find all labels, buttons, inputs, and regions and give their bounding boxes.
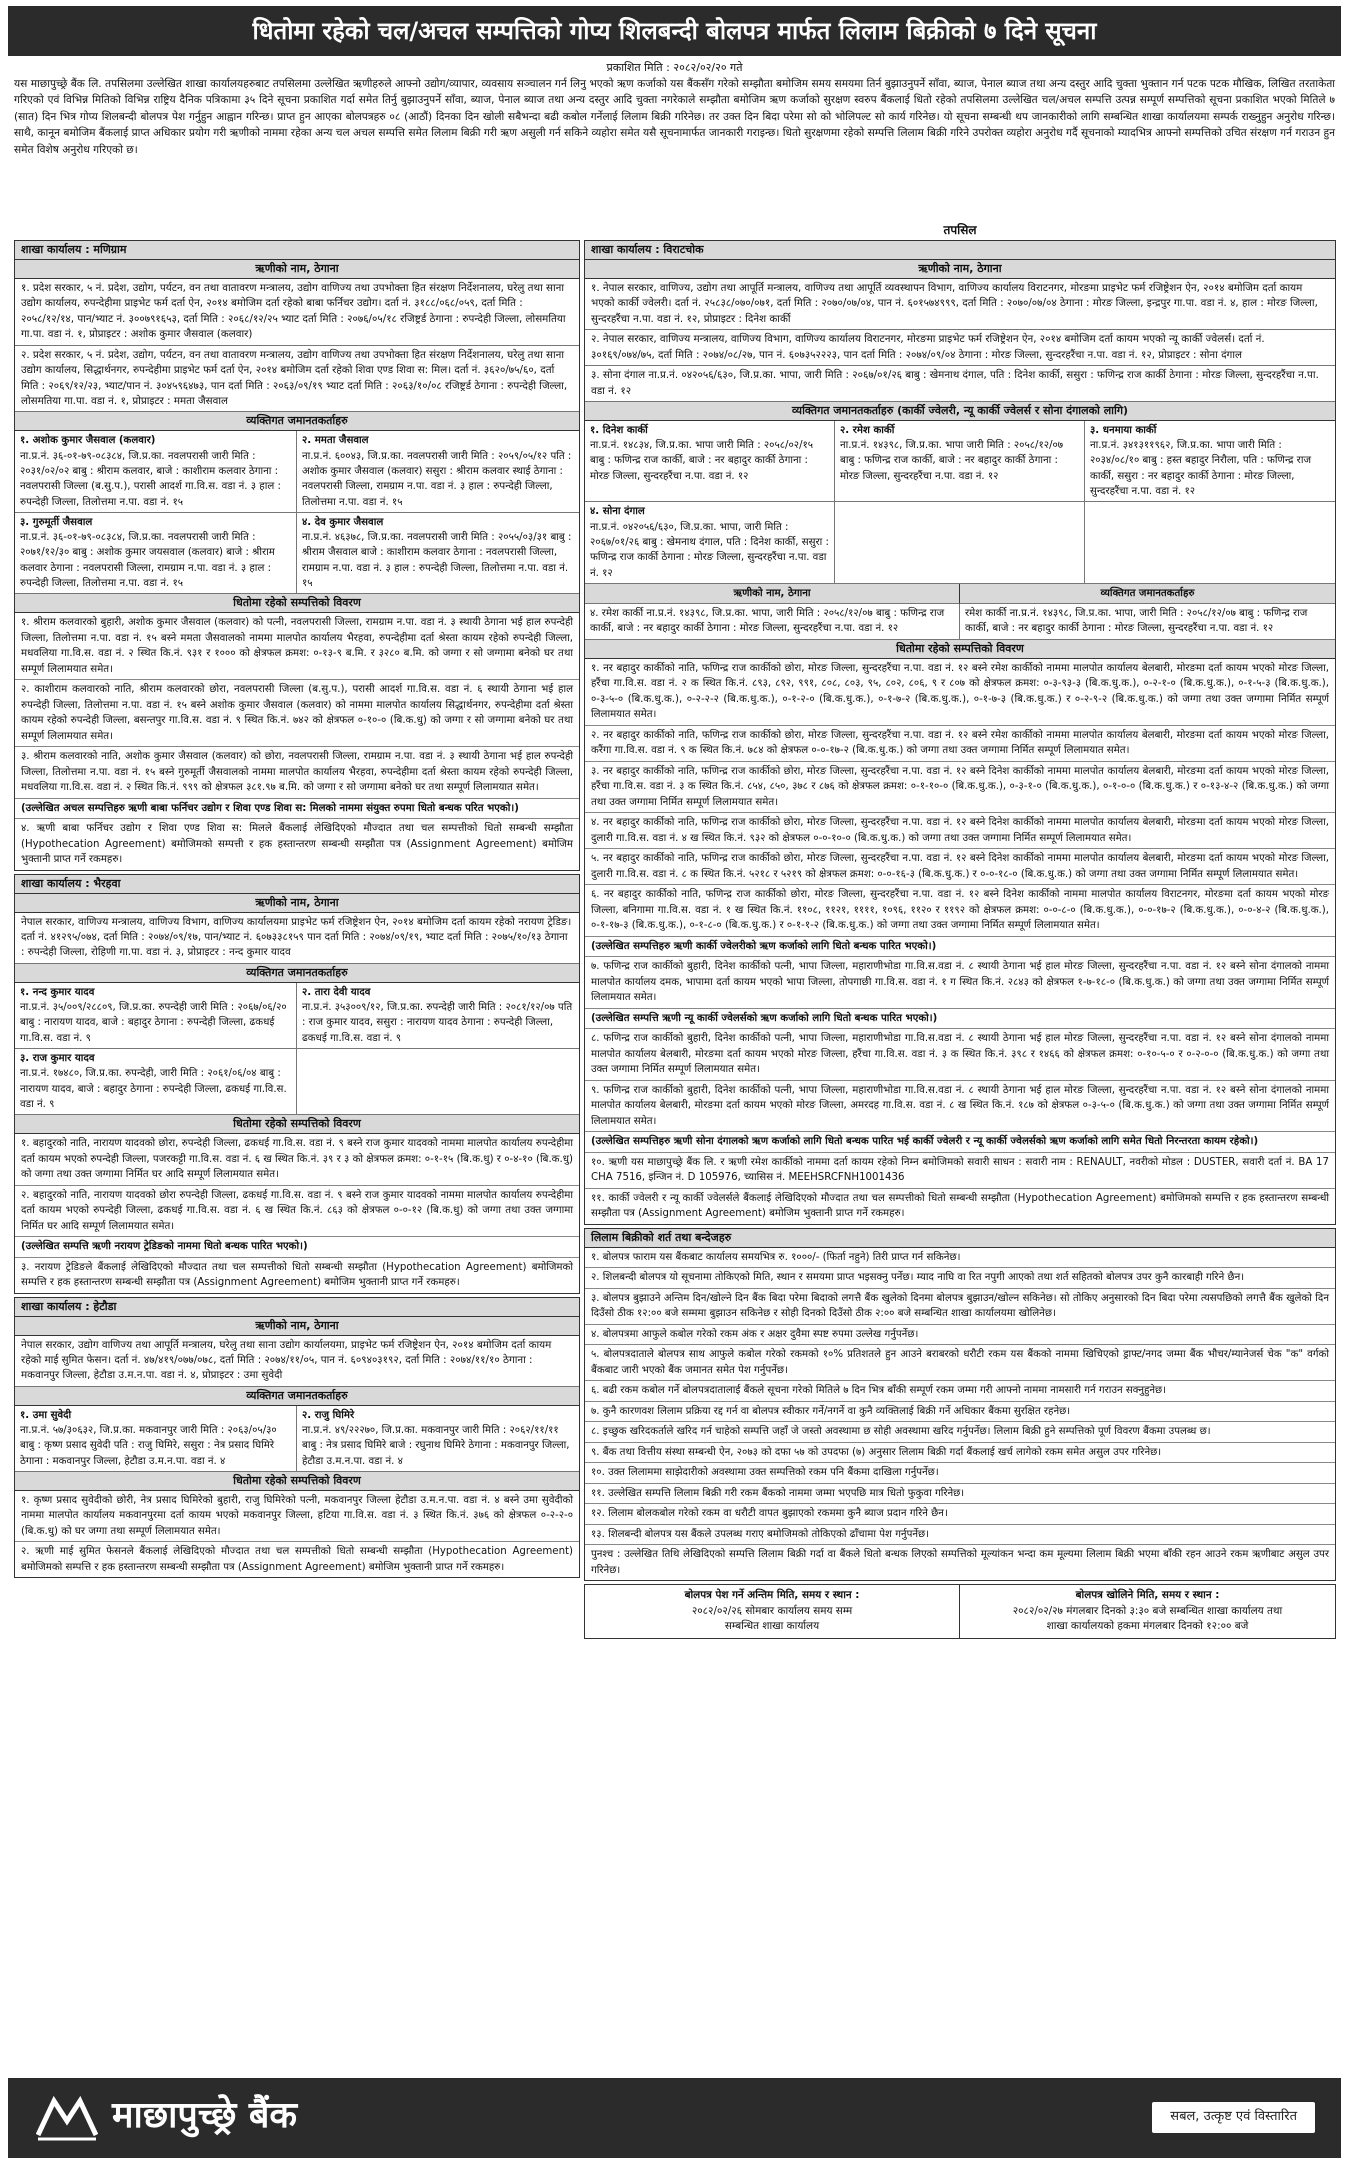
guarantor-card bbox=[297, 1406, 579, 1472]
property-item: २. काशीराम कलवारको नाति, श्रीराम कलवारको छोरा, नवलपरासी जिल्ला (ब.सु.प.), परासी आदर्श गा.वि.स. वडा नं. ६ स्थायी ठेगाना भई हाल रुपन्देही जिल्ला, तिलोत्तमा न.पा. वडा नं. १५ बस्ने अशोक कुमार जैसवाल (कलवार) को नाममा मालपोत कार्यालय सिद्धार्थनगर, रुपन्देहीमा दर्ता श्रेस्ता कायम रहेको रुपन्देही जिल्ला, बसन्तपुर गा.वि.स. वडा नं. ९ स्थित कि.नं. ७४२ को क्षेत्रफल ०-१०-० (बि.क.धु) को जग्गा र सो जग्गामा बनेको घर तथा सम्पूर्ण लिलामयात समेत। bbox=[15, 680, 579, 747]
property-item: २. ऋणी माई सुमित फेसनले बैंकलाई लेखिदिएको मौज्दात तथा चल सम्पत्तीको धितो सम्बन्धी सम्झौता (Hypothecation Agreement) बमोजिमको सम्पत्ति र हक हस्तान्तरण सम्बन्धी सम्झौता पत्र (Assignment Agreement) बमोजिम भुक्तानी प्राप्त गर्ने रकमहरु। bbox=[21, 1546, 573, 1573]
property-item: ६. नर बहादुर कार्कीको नाति, फणिन्द्र राज कार्कीको छोरा, मोरङ जिल्ला, सुन्दरहरैंचा न.पा. वडा नं. १२ बस्ने दिनेश कार्कीको नाममा मालपोत कार्यालय विराटनगर, मोरङमा दर्ता कायम भएको मोरङ जिल्ला, बनिगामा गा.वि.स. वडा नं. १ ख स्थित कि.नं. ११०८, ११२१, ११११, १०९६, ११२० र ११९२ को क्षेत्रफल क्रमश: ०-०-८-० (बि.क.धु.क.), ०-०-१७-२ (बि.क.धु.क.), ०-०-४-२ (बि.क.धु.क.), ०-१-१७-३ (बि.क.धु.क.), ०-१-८-० (बि.क.धु.क.) र ०-१-१-२ (बि.क.धु.क.) को जग्गा तथा उक्त जग्गामा निर्मित सम्पूर्ण लिलामयात समेत। bbox=[585, 885, 1335, 937]
guarantor-heading: व्यक्तिगत जमानतकर्ताहरु bbox=[960, 584, 1335, 604]
borrower4-grid bbox=[585, 584, 1335, 640]
guarantor-detail: ना.प्र.नं. ३६-०१-७९-०८३८४, जि.प्र.का. नवलपरासी जारी मिति : २०७१/१२/३० बाबु : अशोक कुमार जयसवाल (कलवार) बाजे : श्रीराम कलवार ठेगाना : नवलपरासी जिल्ला, रामग्राम न.पा. वडा नं. ३ हाल : रुपन्देही जिल्ला, तिलोत्तमा न.पा. वडा नं. १५ bbox=[20, 532, 275, 589]
guarantor-detail: ना.प्र.नं. ५७/३०६३२, जि.प्र.का. मकवानपुर जारी मिति : २०६३/०५/३० बाबु : कृष्ण प्रसाद सुवेदी पति : राजु घिमिरे, ससुरा : नेत्र प्रसाद घिमिरे ठेगाना : मकवानपुर जिल्ला, हेटौडा उ.म.न.पा. वडा नं. ४ bbox=[20, 1425, 277, 1467]
property-item: ३. नरायण ट्रेडिङले बैंकलाई लेखिदिएको मौज्दात तथा चल सम्पत्तीको धितो सम्बन्धी सम्झौता (Hypothecation Agreement) बमोजिमको सम्पत्ति र हक हस्तान्तरण सम्बन्धी सम्झौता पत्र (Assignment Agreement) बमोजिम भुक्तानी प्राप्त गर्ने रकमहरु। bbox=[21, 1261, 573, 1289]
branch-biratchowk bbox=[584, 240, 1336, 1225]
guarantor-grid bbox=[15, 1406, 579, 1472]
intro-paragraph: यस माछापुच्छ्रे बैंक लि. तपसिलमा उल्लेखित शाखा कार्यालयहरुबाट तपसिलमा उल्लेखित ऋणीहरुले आफ्नो उद्योग/व्यापार, व्यवसाय सञ्चालन गर्न लिनु भएको ऋण कर्जाको यस बैंकसँग गरेको सम्झौता बमोजिम समय समयमा तिर्न बुझाउनुपर्ने साँवा, ब्याज, पेनाल ब्याज तथा अन्य दस्तुर आदि चुक्ता भुक्तान गर्न पटक पटक मौखिक, लिखित तरताकेता गरिएको एवं विभिन्न मितिको विभिन्न राष्ट्रिय दैनिक पत्रिकामा ३५ दिने सूचना प्रकाशित गर्दा समेत तिर्नु बुझाउनुपर्ने साँवा, ब्याज, पेनाल ब्याज तथा अन्य दस्तुर आदि चुक्ता नगरेकाले सम्झौता बमोजिम ऋण कर्जाको सुरक्षण स्वरुप बैंकलाई धितो रहेको तपसिलमा उल्लेखित चल/अचल सम्पत्ति उत्पन्न सम्पूर्ण सम्पत्तिको सूचना प्रकाशित भएको मितिले ७ (सात) दिन भित्र गोप्य शिलबन्दी बोलपत्र पेश गर्नुहुन आह्वान गरिन्छ। प्राप्त हुन आएका बोलपत्रहरु ०८ (आठौं) दिनका दिन खोली सबैभन्दा बढी कबोल गर्नेलाई लिलाम बिक्री गरिनेछ। तर उक्त दिन बिदा परेमा सो को भोलिपल्ट सो कार्य गरिनेछ। यो सूचना सम्बन्धी थप जानकारीको लागि सम्बन्धित शाखा कार्यालयमा सम्पर्क राख्नुहुन अनुरोध गरिन्छ। साथै, कानून बमोजिम बैंकलाई प्राप्त अधिकार प्रयोग गरी ऋणीको नाममा रहेका अन्य चल अचल सम्पत्ति समेत लिलाम बिक्री गरी ऋण असुली गर्न सकिने व्यहोरा समेत यसै सूचनामार्फत जानकारी गराइन्छ। धितो सुरक्षणमा रहेको सम्पत्ति लिलाम बिक्री गरिने उपरोक्त व्यहोरा अनुरोध गर्दै सूचनाको म्यादभित्र आफ्नो सम्पत्तिको उचित संरक्षण गर्न गराउन हुन समेत विशेष अनुरोध गरिएको छ। bbox=[14, 78, 1336, 156]
submission-place: सम्बन्धित शाखा कार्यालय bbox=[724, 1620, 820, 1633]
condition-item: ११. उल्लेखित सम्पत्ति लिलाम बिक्री गरी रकम बैंकको नाममा जम्मा भएपछि मात्र धितो फुकुवा गरिनेछ। bbox=[585, 1484, 1335, 1505]
borrower-entry: नेपाल सरकार, उद्योग वाणिज्य तथा आपूर्ति मन्त्रालय, घरेलु तथा साना उद्योग कार्यालयमा, प्राइभेट फर्म रजिष्ट्रेशन ऐन, २०१४ बमोजिम दर्ता कायम रहेको माई सुमित फेसन। दर्ता नं. ४७/४१९/०७७/०७८, दर्ता मिति : २०७४/११/०५, पान नं. ६०९४०३१९२, दर्ता मिति : २०७४/११/१० ठेगाना : मकवानपुर जिल्ला, हेटौडा उ.म.न.पा. वडा नं. ४, प्रोप्राइटर : उमा सुवेदी bbox=[15, 1336, 579, 1387]
bank-logo bbox=[36, 2090, 297, 2142]
property-heading: धितोमा रहेको सम्पत्तिको विवरण bbox=[585, 640, 1335, 659]
condition-item: १. बोलपत्र फाराम यस बैंकबाट कार्यालय समयभित्र रु. १०००/- (फिर्ता नहुने) तिरी प्राप्त गर्न सकिनेछ। bbox=[585, 1248, 1335, 1269]
property-item: ४. ऋणी बाबा फर्निचर उद्योग र शिवा एण्ड शिवा स: मिलले बैंकलाई लेखिदिएको मौज्दात तथा चल सम्पत्तीको धितो सम्बन्धी सम्झौता (Hypothecation Agreement) बमोजिमको सम्पत्ती र हक हस्तान्तरण सम्बन्धी सम्झौता पत्र (Assignment Agreement) बमोजिम भुक्तानी प्राप्त गर्ने रकमहरु। bbox=[21, 823, 573, 866]
branch-hetauda bbox=[14, 1297, 580, 1579]
opening-date bbox=[960, 1585, 1335, 1638]
property-item: १. कृष्ण प्रसाद सुवेदीको छोरी, नेत्र प्रसाद घिमिरेको बुहारी, राजु घिमिरेको पत्नी, मकवानपुर जिल्ला हेटौडा उ.म.न.पा. वडा नं. ४ बस्ने उमा सुवेदीको नाममा मालपोत कार्यालय मकवानपुरमा दर्ता कायम भएको मकवानपुर जिल्ला, हटिया गा.वि.स. वडा नं. ३ स्थित कि.नं. ३७६ को क्षेत्रफल ०-२-२-० (बि.क.धु) को घर जग्गा तथा सम्पूर्ण लिलामयात समेत। bbox=[15, 1491, 579, 1543]
guarantor-detail: ना.प्र.नं. ६००४३, जि.प्र.का. नवलपरासी जारी मिति : २०५९/०५/१२ पति : अशोक कुमार जैसवाल (कलवार) ससुरा : श्रीराम कलवार स्थाई ठेगाना : नवलपरासी जिल्ला, रामग्राम न.पा. वडा नं. ३ हाल : रुपन्देही जिल्ला, तिलोत्तमा न.पा. वडा नं. १५ bbox=[302, 450, 572, 508]
borrower-entry: नेपाल सरकार, वाणिज्य मन्त्रालय, वाणिज्य विभाग, वाणिज्य कार्यालयमा प्राइभेट फर्म रजिष्ट्रेशन ऐन, २०१४ बमोजिम दर्ता कायम रहेको नरायण ट्रेडिङ। दर्ता नं. ४१२९५/०७४, दर्ता मिति : २०७४/०९/१७, पान/भ्याट नं. ६०७३३८१५९ पान दर्ता मिति : २०७४/०९/१९, भ्याट दर्ता मिति : २०७५/१०/१३ ठेगाना : रुपन्देही जिल्ला, रोहिणी गा.पा. वडा नं. ३, प्रोप्राइटर : नन्द कुमार यादव bbox=[15, 913, 579, 964]
condition-item: ५. बोलपत्रदाताले बोलपत्र साथ आफुले कबोल गरेको रकमको १०% प्रतिशतले हुन आउने बराबरको धरौटी रकम यस बैंकको नाममा खिचिएको ड्राफ्ट/नगद जम्मा बैंक भौचर/म्यानेजर्स चेक "क" वर्गको बैंकबाट जारी भएको बैंक जमानत समेत पेश गर्नुपर्नेछ। bbox=[585, 1345, 1335, 1381]
guarantor-heading: व्यक्तिगत जमानतकर्ताहरु (कार्की ज्वेलरी, न्यू कार्की ज्वेलर्स र सोना दंगालको लागि) bbox=[585, 402, 1335, 421]
schedule-label: तपसिल bbox=[943, 223, 977, 237]
borrower-entry: ३. सोना दंगाल ना.प्र.नं. ०४२०५६/६३०, जि.प्र.का. भापा, जारी मिति : २०६७/०१/२६ बाबु : खेमनाथ दंगाल, पति : दिनेश कार्की, ससुरा : फणिन्द्र राज कार्की ठेगाना : मोरङ जिल्ला, सुन्दरहरैंचा न.पा. वडा नं. १२ bbox=[585, 366, 1335, 402]
condition-item: २. शिलबन्दी बोलपत्र यो सूचनामा तोकिएको मिति, स्थान र समयमा प्राप्त भइसक्नु पर्नेछ। म्याद नाघि वा रित नपुगी आएको तथा शर्त सहितको बोलपत्र उपर कुनै कारबाही गरिने छैन। bbox=[585, 1268, 1335, 1289]
guarantor-name: ३. राज कुमार यादव bbox=[20, 1053, 95, 1065]
guarantor-card-empty bbox=[835, 502, 1085, 583]
branch-bhairahawa bbox=[14, 874, 580, 1294]
guarantor-card bbox=[15, 1406, 297, 1472]
opening-place: शाखा कार्यालयको हकमा मंगलबार दिनको १२:०० बजे bbox=[1046, 1620, 1249, 1633]
guarantor-name: १. उमा सुवेदी bbox=[20, 1409, 72, 1421]
guarantor-name: २. रमेश कार्की bbox=[840, 424, 895, 436]
borrower-heading: ऋणीको नाम, ठेगाना bbox=[585, 260, 1335, 279]
branch-manigram bbox=[14, 240, 580, 871]
guarantor-card bbox=[585, 502, 835, 583]
bid-dates bbox=[584, 1584, 1336, 1639]
guarantor-card-empty bbox=[297, 1049, 579, 1115]
condition-item: ३. बोलपत्र बुझाउने अन्तिम दिन/खोल्ने दिन बैंक बिदा परेमा बिदाको लगत्तै बैंक खुलेको दिनमा बोलपत्र बुझाउन/खोल्न सकिनेछ। सो तोकिए अनुसारको दिन बिदा परेमा त्यसपछिको लगत्तै बैंक खुलेको दिन दिउँसो ठीक १२:०० बजे सम्ममा बुझाउन सकिनेछ र सोही दिनको दिउँसो ठीक २:०० बजे सम्बन्धित शाखा कार्यालयमा खोलिनेछ। bbox=[585, 1289, 1335, 1325]
guarantor-detail: ना.प्र.नं. १७४८०, जि.प्र.का. रुपन्देही, जारी मिति : २०६१/०६/०४ बाबु : नारायण यादव, बाजे : बहादुर ठेगाना : रुपन्देही जिल्ला, ढकधई गा.वि.स. वडा नं. ९ bbox=[20, 1068, 287, 1110]
guarantor-detail: ना.प्र.नं. ३४१३११९६२, जि.प्र.का. भापा जारी मिति : २०३४/०८/१० बाबु : हस्त बहादुर निरौला, पति : फणिन्द्र राज कार्की, ससुरा : नर बहादुर कार्की ठेगाना : मोरङ जिल्ला, सुन्दरहरैंचा न.पा. वडा नं. १२ bbox=[1090, 440, 1312, 498]
opening-label: बोलपत्र खोलिने मिति, समय र स्थान : bbox=[1075, 1589, 1220, 1602]
bank-slogan: सबल, उत्कृष्ट एवं विस्तारित bbox=[1152, 2102, 1315, 2133]
guarantor-name: २. ममता जैसवाल bbox=[302, 435, 369, 447]
branch-heading: शाखा कार्यालय : भैरहवा bbox=[15, 875, 579, 894]
auction-conditions bbox=[584, 1228, 1336, 1581]
guarantor-name: २. तारा देवी यादव bbox=[302, 986, 371, 998]
borrower-entry: १. प्रदेश सरकार, ५ नं. प्रदेश, उद्योग, पर्यटन, वन तथा वातावरण मन्त्रालय, उद्योग वाणिज्य तथा उपभोक्ता हित संरक्षण निर्देशनालय, घरेलु तथा साना उद्योग कार्यालय, रुपन्देहीमा प्राइभेट फर्म दर्ता ऐन, २०१४ बमोजिम दर्ता रहेको बाबा फर्निचर उद्योग। दर्ता नं. ३१८८/०६८/०५९, दर्ता मिति : २०५८/१२/१४, पान/भ्याट नं. ३००७९१६५३, दर्ता मिति : २०६८/१२/२५ भ्याट दर्ता मिति : २०७६/०५/१८ रजिष्ट्रर्ड ठेगाना : रुपन्देही जिल्ला, लोसमतिया गा.पा. वडा नं. १, प्रोप्राइटर : अशोक कुमार जैसवाल (कलवार) bbox=[15, 279, 579, 346]
property-note: (उल्लेखित सम्पत्ति ऋणी नरायण ट्रेडिङको नाममा धितो बन्धक पारित भएको।) bbox=[15, 1237, 579, 1258]
borrower-heading: ऋणीको नाम, ठेगाना bbox=[15, 260, 579, 279]
guarantor-card bbox=[15, 513, 297, 594]
guarantor-grid bbox=[15, 431, 579, 594]
guarantor-detail: ना.प्र.नं. ४९/२२२७०, जि.प्र.का. मकवानपुर जारी मिति : २०६२/११/११ बाबु : नेत्र प्रसाद घिमिरे बाजे : रघुनाथ घिमिरे ठेगाना : मकवानपुर जिल्ला, हेटौडा उ.म.न.पा. वडा नं. ४ bbox=[302, 1425, 570, 1467]
borrower-heading: ऋणीको नाम, ठेगाना bbox=[15, 894, 579, 913]
guarantor-detail: ना.प्र.नं. ३५/००९/२८८०९, जि.प्र.का. रुपन्देही जारी मिति : २०६७/०६/२० बाबु : नारायण यादव, बाजे : बहादुर ठेगाना : रुपन्देही जिल्ला, ढकधई गा.वि.स. वडा नं. ९ bbox=[20, 1002, 287, 1044]
submission-deadline bbox=[585, 1585, 960, 1638]
condition-item: ९. बैंक तथा वित्तीय संस्था सम्बन्धी ऐन, २०७३ को दफा ५७ को उपदफा (७) अनुसार लिलाम बिक्री गर्दा बैंकलाई खर्च लागेको रकम समेत असुल उपर गरिनेछ। bbox=[585, 1443, 1335, 1464]
property-heading: धितोमा रहेको सम्पत्तिको विवरण bbox=[15, 594, 579, 613]
property-item: ३. श्रीराम कलवारको नाति, अशोक कुमार जैसवाल (कलवार) को छोरा, नवलपरासी जिल्ला, रामग्राम न.पा. वडा नं. ३ स्थायी ठेगाना भई हाल रुपन्देही जिल्ला, तिलोत्तमा न.पा. वडा नं. १५ बस्ने गुरुमूर्ती जैसवालको नाममा मालपोत कार्यालय भैरहवा, रुपन्देहीमा दर्ता श्रेस्ता कायम रहेको रुपन्देही जिल्ला, मधवलिया गा.वि.स. वडा नं. २ स्थित कि.नं. ९९९ को क्षेत्रफल ३८१.९७ ब.मि. को जग्गा र सो जग्गामा बनेको घर तथा सम्पूर्ण लिलामयात समेत। bbox=[15, 747, 579, 799]
bank-name: माछापुच्छ्रे बैंक bbox=[112, 2095, 298, 2136]
guarantor-name: १. नन्द कुमार यादव bbox=[20, 986, 95, 998]
postscript: पुनश्च : उल्लेखित तिथि लेखिदिएको सम्पत्ति लिलाम बिक्री गर्दा वा बैंकले धितो बन्धक लिएको सम्पत्तिको मूल्यांकन भन्दा कम मूल्यमा लिलाम बिक्री भएमा बाँकी रहन आउने रकम ऋणीबाट असुल उपर गरिनेछ। bbox=[591, 1549, 1329, 1576]
guarantor-card bbox=[1085, 421, 1335, 502]
property-heading: धितोमा रहेको सम्पत्तिको विवरण bbox=[15, 1472, 579, 1491]
guarantor-heading: व्यक्तिगत जमानतकर्ताहरु bbox=[15, 964, 579, 983]
condition-item: ४. बोलपत्रमा आफुले कबोल गरेको रकम अंक र अक्षर दुवैमा स्पष्ट रुपमा उल्लेख गर्नुपर्नेछ। bbox=[585, 1325, 1335, 1346]
right-column bbox=[584, 240, 1336, 1639]
property-item: २. नर बहादुर कार्कीको नाति, फणिन्द्र राज कार्कीको छोरा, मोरङ जिल्ला, सुन्दरहरैंचा न.पा. वडा नं. १२ बस्ने रमेश कार्कीको नाममा मालपोत कार्यालय बेलबारी, मोरङमा दर्ता कायम भएको मोरङ जिल्ला, करैंगा गा.वि.स. वडा नं. ९ क स्थित कि.नं. ७८४ को क्षेत्रफल ०-०-१७-२ (बि.क.धु.क.) को जग्गा तथा उक्त जग्गामा निर्मित सम्पूर्ण लिलामयात समेत। bbox=[585, 726, 1335, 762]
guarantor-entry: रमेश कार्की ना.प्र.नं. १४३९८, जि.प्र.का. भापा, जारी मिति : २०५८/१२/०७ बाबु : फणिन्द्र राज कार्की, बाजे : नर बहादुर कार्की ठेगाना : मोरङ जिल्ला, सुन्दरहरैंचा न.पा. वडा नं. १२ bbox=[960, 604, 1335, 640]
guarantor-detail: ना.प्र.नं. १४३९८, जि.प्र.का. भापा जारी मिति : २०५८/१२/०७ बाबु : फणिन्द्र राज कार्की, बाजे : नर बहादुर कार्की ठेगाना : मोरङ जिल्ला, सुन्दरहरैंचा न.पा. वडा नं. १२ bbox=[840, 440, 1064, 482]
guarantor-card bbox=[297, 431, 579, 512]
guarantor-name: ४. देव कुमार जैसवाल bbox=[302, 516, 384, 528]
condition-item: १०. उक्त लिलाममा साझेदारीको अवस्थामा उक्त सम्पत्तिको रकम पनि बैंकमा दाखिला गर्नुपर्नेछ। bbox=[585, 1463, 1335, 1484]
guarantor-card bbox=[15, 983, 297, 1049]
guarantor-card-empty bbox=[1085, 502, 1335, 583]
guarantor-name: २. राजु घिमिरे bbox=[302, 1409, 355, 1421]
property-note: (उल्लेखित सम्पत्ति ऋणी न्यू कार्की ज्वेलर्सको ऋण कर्जाको लागि धितो बन्धक पारित भएको।) bbox=[585, 1009, 1335, 1030]
guarantor-heading: व्यक्तिगत जमानतकर्ताहरु bbox=[15, 1387, 579, 1406]
condition-item: ८. इच्छुक खरिदकर्ताले खरिद गर्न चाहेको सम्पत्ति जहाँ जे जस्तो अवस्थामा छ सोही अवस्थामा खरिद गर्नुपर्नेछ। लिलाम बिक्री हुने सम्पत्तिको पूर्ण विवरण बैंकमा उपलब्ध छ। bbox=[585, 1422, 1335, 1443]
guarantor-grid bbox=[585, 421, 1335, 584]
guarantor-grid bbox=[15, 983, 579, 1115]
guarantor-detail: ना.प्र.नं. ३६-०१-७९-०८३८४, जि.प्र.का. नवलपरासी जारी मिति : २०३१/०२/०२ बाबु : श्रीराम कलवार, बाजे : काशीराम कलवार ठेगाना : नवलपरासी जिल्ला (ब.सु.प.), परासी आदर्श गा.वि.स. वडा नं. ३ हाल : रुपन्देही जिल्ला, तिलोत्तमा न.पा. वडा नं. १५ bbox=[20, 450, 281, 508]
property-note: (उल्लेखित सम्पत्तिहरु ऋणी सोना दंगालको ऋण कर्जाको लागि धितो बन्धक पारित भई कार्की ज्वेलरी र न्यू कार्की ज्वेलर्सको ऋण कर्जाको लागि समेत धितो निरन्तरता कायम रहेको।) bbox=[585, 1132, 1335, 1153]
guarantor-card bbox=[835, 421, 1085, 502]
guarantor-card bbox=[15, 431, 297, 512]
conditions-heading: लिलाम बिक्रीको शर्त तथा बन्देजहरु bbox=[585, 1229, 1335, 1248]
guarantor-detail: ना.प्र.नं. ०४२०५६/६३०, जि.प्र.का. भापा, जारी मिति : २०६७/०१/२६ बाबु : खेमनाथ दंगाल, पति : दिनेश कार्की, ससुरा : फणिन्द्र राज कार्की ठेगाना : मोरङ जिल्ला, सुन्दरहरैंचा न.पा. वडा नं. १२ bbox=[590, 521, 829, 579]
borrower-entry: २. प्रदेश सरकार, ५ नं. प्रदेश, उद्योग, पर्यटन, वन तथा वातावरण मन्त्रालय, उद्योग वाणिज्य तथा उपभोक्ता हित संरक्षण निर्देशनालय, घरेलु तथा साना उद्योग कार्यालय, सिद्धार्थनगर, रुपन्देहीमा प्राइभेट फर्म दर्ता ऐन, २०१४ बमोजिम दर्ता रहेको शिवा एण्ड शिवा स: मिल। दर्ता नं. ३६२०/७५/६०, दर्ता मिति : २०६९/१२/२३, भ्याट/पान नं. ३०४५९६४७३, पान दर्ता मिति : २०६३/०९/१९ भ्याट दर्ता मिति : २०६३/१०/०८ रजिष्ट्रर्ड ठेगाना : रुपन्देही जिल्ला, लोसमतिया गा.पा. वडा नं. १, प्रोप्राइटर : ममता जैसवाल bbox=[15, 346, 579, 413]
guarantor-name: ३. धनमाया कार्की bbox=[1090, 424, 1157, 436]
guarantor-card bbox=[297, 513, 579, 594]
property-item: ११. कार्की ज्वेलरी र न्यू कार्की ज्वेलर्सले बैंकलाई लेखिदिएको मौज्दात तथा चल सम्पत्तीको धितो सम्बन्धी सम्झौता (Hypothecation Agreement) बमोजिमको सम्पत्ति र हक हस्तान्तरण सम्बन्धी सम्झौता पत्र (Assignment Agreement) बमोजिम भुक्तानी प्राप्त गर्ने रकमहरु। bbox=[591, 1192, 1329, 1220]
property-item: १. बहादुरको नाति, नारायण यादवको छोरा, रुपन्देही जिल्ला, ढकधई गा.वि.स. वडा नं. ९ बस्ने राज कुमार यादवको नाममा मालपोत कार्यालय रुपन्देहीमा दर्ता कायम भएको रुपन्देही जिल्ला, पजरकट्टी गा.वि.स. वडा नं. ६ ख स्थित कि.नं. ३९ र ३ को क्षेत्रफल क्रमश: ०-१-१५ (बि.क.धु) र ०-४-१० (बि.क.धु) को जग्गा तथा उक्त जग्गामा निर्मित घर आदि सम्पूर्ण लिलामयात समेत। bbox=[15, 1134, 579, 1186]
guarantor-name: १. अशोक कुमार जैसवाल (कलवार) bbox=[20, 435, 156, 447]
guarantor-card bbox=[15, 1049, 297, 1115]
property-item: ४. नर बहादुर कार्कीको नाति, फणिन्द्र राज कार्कीको छोरा, मोरङ जिल्ला, सुन्दरहरैंचा न.पा. वडा नं. १२ बस्ने दिनेश कार्कीको नाममा मालपोत कार्यालय बेलबारी, मोरङमा दर्ता कायम भएको मोरङ जिल्ला, दुलारी गा.वि.स. वडा नं. ४ ख स्थित कि.नं. ९३२ को क्षेत्रफल ०-०-१०-० (बि.क.धु.क.) को जग्गा तथा उक्त जग्गामा निर्मित सम्पूर्ण लिलामयात समेत। bbox=[585, 813, 1335, 849]
guarantor-card bbox=[585, 421, 835, 502]
property-item: ५. नर बहादुर कार्कीको नाति, फणिन्द्र राज कार्कीको छोरा, मोरङ जिल्ला, सुन्दरहरैंचा न.पा. वडा नं. १२ बस्ने दिनेश कार्कीको नाममा मालपोत कार्यालय बेलबारी, मोरङमा दर्ता कायम भएको मोरङ जिल्ला, दुलारी गा.वि.स. वडा नं. ८ क स्थित कि.नं. ५२१८ र ५२१९ को क्षेत्रफल क्रमश: ०-०-१६-३ (बि.क.धु.क.) र ०-०-१८-० (बि.क.धु.क.) को जग्गा तथा उक्त जग्गामा निर्मित सम्पूर्ण लिलामयात समेत। bbox=[585, 849, 1335, 885]
opening-value: २०८२/०२/२७ मंगलबार दिनको ३:३० बजे सम्बन्धित शाखा कार्यालय तथा bbox=[1012, 1604, 1283, 1617]
property-item: ८. फणिन्द्र राज कार्कीको बुहारी, दिनेश कार्कीको पत्नी, भापा जिल्ला, महाराणीभोडा गा.वि.स.वडा नं. ८ स्थायी ठेगाना भई हाल मोरङ जिल्ला, सुन्दरहरैंचा न.पा. वडा नं. १२ बस्ने सोना दंगालको नाममा मालपोत कार्यालय बेलबारी, मोरङमा दर्ता कायम भएको मोरङ जिल्ला, हरैंचा गा.वि.स. वडा नं. ३ क स्थित कि.नं. ३९८ र १४६६ को क्षेत्रफल क्रमश: ०-१०-५-० र ०-२-०-० (बि.क.धु.क.) को जग्गा तथा उक्त जग्गामा निर्मित सम्पूर्ण लिलामयात समेत। bbox=[585, 1029, 1335, 1081]
property-item: ७. फणिन्द्र राज कार्कीको बुहारी, दिनेश कार्कीको पत्नी, भापा जिल्ला, महाराणीभोडा गा.वि.स.वडा नं. ८ स्थायी ठेगाना भई हाल मोरङ जिल्ला, सुन्दरहरैंचा न.पा. वडा नं. १२ बस्ने सोना दंगालको नाममा मालपोत कार्यालय दमक, भापामा दर्ता कायम भएको भापा जिल्ला, तोपगाछी गा.वि.स. वडा नं. १ ग स्थित कि.नं. २८४३ को क्षेत्रफल १-७-१८-० (बि.क.धु.क.) को जग्गा तथा उक्त जग्गामा निर्मित सम्पूर्ण लिलामयात समेत। bbox=[585, 957, 1335, 1009]
guarantor-detail: ना.प्र.नं. ३५३००९/१२, जि.प्र.का. रुपन्देही जारी मिति : २०८१/१२/०७ पति : राज कुमार यादव, ससुरा : नारायण यादव ठेगाना : रुपन्देही जिल्ला, ढकधई गा.वि.स. वडा नं. ९ bbox=[302, 1002, 573, 1044]
footer-bar bbox=[8, 2078, 1341, 2158]
notice-title: धितोमा रहेको चल/अचल सम्पत्तिको गोप्य शिलबन्दी बोलपत्र मार्फत लिलाम बिक्रीको ७ दिने सूचना bbox=[8, 6, 1341, 56]
left-column bbox=[14, 240, 580, 1581]
borrower-entry: २. नेपाल सरकार, वाणिज्य मन्त्रालय, वाणिज्य विभाग, वाणिज्य कार्यालय विराटनगर, मोरङमा प्राइभेट फर्म रजिष्ट्रेशन ऐन, २०१४ बमोजिम दर्ता कायम भएको न्यू कार्की ज्वेलर्स। दर्ता नं. ३०१६९/०७४/७५, दर्ता मिति : २०७४/०८/२७, पान नं. ६०७३५२२२३, पान दर्ता मिति : २०७४/०९/०४ ठेगाना : मोरङ जिल्ला, सुन्दरहरैंचा न.पा. वडा नं. १२, प्रोप्राइटर : सोना दंगाल bbox=[585, 330, 1335, 366]
guarantor-heading: व्यक्तिगत जमानतकर्ताहरु bbox=[15, 412, 579, 431]
branch-heading: शाखा कार्यालय : हेटौडा bbox=[15, 1298, 579, 1317]
guarantor-detail: ना.प्र.नं. ४६३७८, जि.प्र.का. नवलपरासी जारी मिति : २०५५/०३/३१ बाबु : श्रीराम जैसवाल बाजे : काशीराम कलवार ठेगाना : नवलपरासी जिल्ला, रामग्राम न.पा. वडा नं. ३ हाल : रुपन्देही जिल्ला, तिलोत्तमा न.पा. वडा नं. १५ bbox=[302, 532, 572, 589]
submission-value: २०८२/०२/२६ सोमबार कार्यालय समय सम्म bbox=[691, 1604, 853, 1617]
condition-item: ६. बढी रकम कबोल गर्ने बोलपत्रदातालाई बैंकले सूचना गरेको मितिले ७ दिन भित्र बाँकी सम्पूर्ण रकम जम्मा गरी आफ्नो नाममा नामसारी गर्न गराउन सक्नुहुनेछ। bbox=[585, 1381, 1335, 1402]
property-note: (उल्लेखित अचल सम्पत्तिहरु ऋणी बाबा फर्निचर उद्योग र शिवा एण्ड शिवा स: मिलको नाममा संयुक्त रुपमा धितो बन्धक परित भएको।) bbox=[15, 799, 579, 820]
property-note: (उल्लेखित सम्पत्तिहरु ऋणी कार्की ज्वेलरीको ऋण कर्जाको लागि धितो बन्धक पारित भएको।) bbox=[585, 937, 1335, 958]
property-item: १०. ऋणी यस माछापुच्छ्रे बैंक लि. र ऋणी रमेश कार्कीको नाममा दर्ता कायम रहेको निम्न बमोजिमको सवारी साधन : सवारी नाम : RENAULT, नवरीको मोडल : DUSTER, सवारी दर्ता नं. BA 17 CHA 7516, इन्जिन नं. D 105976, च्यासिस नं. MEEHSRCFNH1001436 bbox=[585, 1153, 1335, 1189]
submission-label: बोलपत्र पेश गर्ने अन्तिम मिति, समय र स्थान : bbox=[684, 1589, 860, 1602]
borrower-entry: १. नेपाल सरकार, वाणिज्य, उद्योग तथा आपूर्ति मन्त्रालय, वाणिज्य तथा आपूर्ति व्यवस्थापन विभाग, वाणिज्य कार्यालय विराटनगर, मोरङमा प्राइभेट फर्म रजिष्ट्रेशन ऐन, २०१४ बमोजिम दर्ता कायम भएको कार्की ज्वेलरी। दर्ता नं. २५८३८/०७०/०७१, दर्ता मिति : २०७०/०७/०४, पान नं. ६०१५७४९९९, दर्ता मिति : २०७०/०७/०४ ठेगाना : मोरङ जिल्ला, इन्द्रपुर गा.पा. वडा नं. ४, हाल : मोरङ जिल्ला, सुन्दरहरैंचा न.पा. वडा नं. १२, प्रोप्राइटर : दिनेश कार्की bbox=[585, 279, 1335, 330]
guarantor-name: ३. गुरुमूर्ती जैसवाल bbox=[20, 516, 93, 528]
property-item: १. श्रीराम कलवारको बुहारी, अशोक कुमार जैसवाल (कलवार) को पत्नी, नवलपरासी जिल्ला, रामग्राम न.पा. वडा नं. ३ स्थायी ठेगाना भई हाल रुपन्देही जिल्ला, तिलोत्तमा न.पा. वडा नं. १५ बस्ने ममता जैसवालको नाममा मालपोत कार्यालय भैरहवा, रुपन्देहीमा दर्ता श्रेस्ता कायम रहेको रुपन्देही जिल्ला, मधवलिया गा.वि.स. वडा नं. २ स्थित कि.नं. ९३१ र १००० को क्षेत्रफल क्रमश: ०-१३-९ ब.मि. र ३२८० ब.मि. को जग्गा र सो जग्गामा बनेको घर तथा सम्पूर्ण लिलामयात समेत। bbox=[15, 613, 579, 680]
branch-heading: शाखा कार्यालय : विराटचोक bbox=[585, 241, 1335, 260]
branch-heading: शाखा कार्यालय : मणिग्राम bbox=[15, 241, 579, 260]
guarantor-detail: ना.प्र.नं. १४८३४, जि.प्र.का. भापा जारी मिति : २०५८/०२/१५ बाबु : फणिन्द्र राज कार्की, बाजे : नर बहादुर कार्की ठेगाना : मोरङ जिल्ला, सुन्दरहरैंचा न.पा. वडा नं. १२ bbox=[590, 440, 814, 482]
guarantor-name: १. दिनेश कार्की bbox=[590, 424, 648, 436]
published-date: प्रकाशित मिति : २०८२/०२/२० गते bbox=[606, 61, 743, 74]
property-item: ३. नर बहादुर कार्कीको नाति, फणिन्द्र राज कार्कीको छोरा, मोरङ जिल्ला, सुन्दरहरैंचा न.पा. वडा नं. १२ बस्ने दिनेश कार्कीको नाममा मालपोत कार्यालय बेलबारी, मोरङमा दर्ता कायम भएको मोरङ जिल्ला, हरैंचा गा.वि.स. वडा नं. ३ क स्थित कि.नं. ८५४, ८५०, ३७८ र ८७६ को क्षेत्रफल क्रमश: ०-१-१०-० (बि.क.धु.क.), ०-३-१-० (बि.क.धु.क.), ०-१-०-० (बि.क.धु.क.) र ०-१३-४-२ (बि.क.धु.क.) को जग्गा तथा उक्त जग्गामा निर्मित सम्पूर्ण लिलामयात समेत। bbox=[585, 762, 1335, 814]
guarantor-name: ४. सोना दंगाल bbox=[590, 506, 645, 518]
borrower-entry: ४. रमेश कार्की ना.प्र.नं. १४३९८, जि.प्र.का. भापा, जारी मिति : २०५८/१२/०७ बाबु : फणिन्द्र राज कार्की, बाजे : नर बहादुर कार्की ठेगाना : मोरङ जिल्ला, सुन्दरहरैंचा न.पा. वडा नं. १२ bbox=[585, 604, 960, 640]
property-heading: धितोमा रहेको सम्पत्तिको विवरण bbox=[15, 1115, 579, 1134]
property-item: १. नर बहादुर कार्कीको नाति, फणिन्द्र राज कार्कीको छोरा, मोरङ जिल्ला, सुन्दरहरैंचा न.पा. वडा नं. १२ बस्ने रमेश कार्कीको नाममा मालपोत कार्यालय बेलबारी, मोरङमा दर्ता कायम भएको मोरङ जिल्ला, हरैंचा गा.वि.स. वडा नं. २ क स्थित कि.नं. ८९३, ८९२, ९९१, ८०८, ८०३, ९५, ८०२, ८०६, ९ र ८०७ को क्षेत्रफल क्रमश: ०-३-९३-३ (बि.क.धु.क.), ०-२-१-० (बि.क.धु.क.), ०-१-५-३ (बि.क.धु.क.), ०-३-५-० (बि.क.धु.क.), ०-२-२-२ (बि.क.धु.क.), ०-१-२-० (बि.क.धु.क.), ०-१-७-२ (बि.क.धु.क.), ०-१-७-३ (बि.क.धु.क.) र ०-२-९-२ (बि.क.धु.क.) को जग्गा तथा उक्त जग्गामा निर्मित सम्पूर्ण लिलामयात समेत। bbox=[585, 659, 1335, 726]
borrower-heading: ऋणीको नाम, ठेगाना bbox=[585, 584, 960, 604]
mountain-logo-icon bbox=[36, 2091, 98, 2141]
property-item: ९. फणिन्द्र राज कार्कीको बुहारी, दिनेश कार्कीको पत्नी, भापा जिल्ला, महाराणीभोडा गा.वि.स.वडा नं. ८ स्थायी ठेगाना भई हाल मोरङ जिल्ला, सुन्दरहरैंचा न.पा. वडा नं. १२ बस्ने सोना दंगालको नाममा मालपोत कार्यालय बेलबारी, मोरङमा दर्ता कायम भएको मोरङ जिल्ला, अमरदह गा.वि.स. वडा नं. ८ ख स्थित कि.नं. १८७ को क्षेत्रफल ०-३-५-० (बि.क.धु.क.) को जग्गा तथा उक्त जग्गामा निर्मित सम्पूर्ण लिलामयात समेत। bbox=[585, 1081, 1335, 1133]
property-item: २. बहादुरको नाति, नारायण यादवको छोरा रुपन्देही जिल्ला, ढकधई गा.वि.स. वडा नं. ९ बस्ने राज कुमार यादवको नाममा मालपोत कार्यालय रुपन्देहीमा दर्ता कायम भएको रुपन्देही जिल्ला, ढकधई गा.वि.स. वडा नं. ६ ख स्थित कि.नं. ८६३ को क्षेत्रफल ०-०-१२ (बि.क.धु) को जग्गा तथा उक्त जग्गामा निर्मित घर आदि सम्पूर्ण लिलामयात समेत। bbox=[15, 1186, 579, 1238]
guarantor-card bbox=[297, 983, 579, 1049]
condition-item: १२. लिलाम बोलकबोल गरेको रकम वा धरौटी वापत बुझाएको रकममा कुनै ब्याज प्रदान गरिने छैन। bbox=[585, 1504, 1335, 1525]
condition-item: १३. शिलबन्दी बोलपत्र यस बैंकले उपलब्ध गराए बमोजिमको तोकिएको ढाँचामा पेश गर्नुपर्नेछ। bbox=[585, 1525, 1335, 1546]
borrower-heading: ऋणीको नाम, ठेगाना bbox=[15, 1317, 579, 1336]
condition-item: ७. कुनै कारणवश लिलाम प्रक्रिया रद्द गर्न वा बोलपत्र स्वीकार गर्ने/नगर्ने वा कुनै व्यक्तिलाई बिक्री गर्ने अधिकार बैंकमा सुरक्षित रहनेछ। bbox=[585, 1402, 1335, 1423]
